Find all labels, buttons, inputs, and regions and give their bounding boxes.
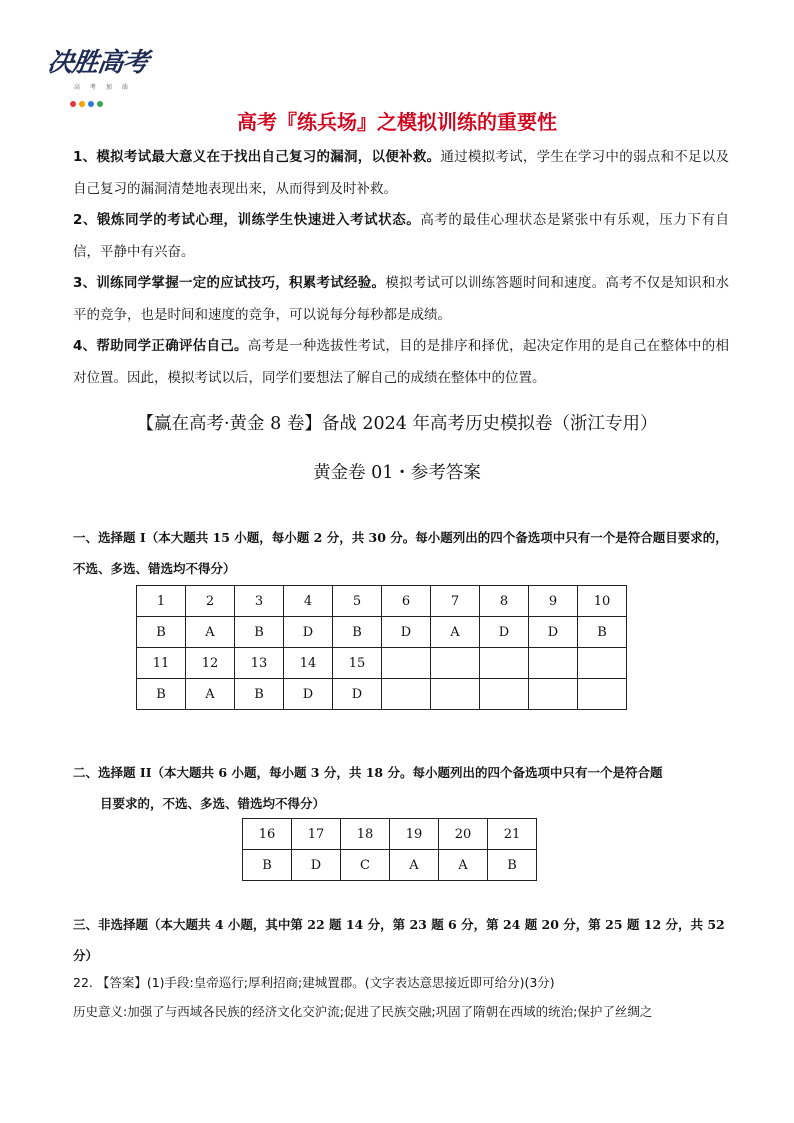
intro-item-4-bold: 4、帮助同学正确评估自己。: [73, 338, 248, 354]
section1-cell: 4: [284, 586, 333, 617]
intro-item-3-rest: 模拟考试可以训练答题时间和速度。高考不仅是知识和水平的竞争，也是时间和速度的竞争，可以说每分每秒都是成绩。: [73, 275, 729, 323]
section1-cell: [529, 679, 578, 710]
exam-title: 【赢在高考·黄金 8 卷】备战 2024 年高考历史模拟卷（浙江专用）: [136, 414, 658, 434]
section1-cell: B: [235, 617, 284, 648]
section2-cell: C: [341, 850, 390, 881]
section1-cell: 12: [186, 648, 235, 679]
intro-item-1-bold: 1、模拟考试最大意义在于找出自己复习的漏洞，以便补救。: [73, 149, 441, 165]
section1-row: [137, 617, 627, 648]
section2-heading: [73, 757, 729, 819]
section2-row: [243, 850, 537, 881]
intro-title: 高考『练兵场』之模拟训练的重要性: [237, 110, 557, 134]
intro-item-4: [73, 331, 729, 394]
section2-cell: 16: [243, 819, 292, 850]
section1-answer-table: [136, 585, 627, 710]
intro-item-3-bold: 3、训练同学掌握一定的应试技巧，积累考试经验。: [73, 275, 386, 291]
section1-cell: 10: [578, 586, 627, 617]
section1-cell: B: [578, 617, 627, 648]
section1-cell: 8: [480, 586, 529, 617]
intro-item-3: [73, 268, 729, 331]
logo-subtext: 高 考 加 油: [74, 84, 132, 91]
intro-item-2-rest: 高考的最佳心理状态是紧张中有乐观，压力下有自信，平静中有兴奋。: [73, 212, 729, 260]
section1-cell: 14: [284, 648, 333, 679]
logo-decoration-icon: [70, 92, 140, 100]
section3-heading: 三、非选择题（本大题共 4 小题，其中第 22 题 14 分，第 23 题 6 分，第 24 题 20 分，第 25 题 12 分，共 52 分）: [73, 917, 725, 963]
section2-cell: B: [488, 850, 537, 881]
section1-cell: [431, 648, 480, 679]
section2-cell: 19: [390, 819, 439, 850]
section2-cell: A: [390, 850, 439, 881]
section1-cell: D: [284, 679, 333, 710]
section1-cell: [578, 648, 627, 679]
answer-22-line1: 22. 【答案】(1)手段:皇帝巡行;厚利招商;建城置郡。(文字表达意思接近即可给分)(3分): [73, 975, 555, 990]
section1-cell: [480, 679, 529, 710]
section1-cell: 6: [382, 586, 431, 617]
section1-row: [137, 679, 627, 710]
logo-text: 决胜高考: [45, 48, 150, 78]
section1-cell: 13: [235, 648, 284, 679]
section1-heading: 一、选择题 I（本大题共 15 小题，每小题 2 分，共 30 分。每小题列出的四个备选项中只有一个是符合题目要求的，不选、多选、错选均不得分）: [73, 530, 728, 576]
section1-row: [137, 648, 627, 679]
section1-cell: [529, 648, 578, 679]
answer-22: [73, 968, 729, 1026]
section1-cell: 5: [333, 586, 382, 617]
section2-answer-table: [242, 818, 537, 881]
section1-cell: 15: [333, 648, 382, 679]
section1-cell: 1: [137, 586, 186, 617]
section1-cell: B: [235, 679, 284, 710]
intro-item-2: [73, 205, 729, 268]
section2-cell: 17: [292, 819, 341, 850]
section1-cell: 9: [529, 586, 578, 617]
section1-cell: A: [186, 617, 235, 648]
section2-heading-line2: 目要求的，不选、多选、错选均不得分）: [100, 796, 326, 811]
section1-cell: [480, 648, 529, 679]
intro-text: [73, 142, 729, 394]
intro-item-2-bold: 2、锻炼同学的考试心理，训练学生快速进入考试状态。: [73, 212, 421, 228]
intro-item-1-rest: 通过模拟考试，学生在学习中的弱点和不足以及自己复习的漏洞清楚地表现出来，从而得到及时补救。: [73, 149, 729, 197]
section2-cell: 20: [439, 819, 488, 850]
intro-item-4-rest: 高考是一种选拔性考试，目的是排序和择优，起决定作用的是自己在整体中的相对位置。因此，模拟考试以后，同学们要想法了解自己的成绩在整体中的位置。: [73, 338, 729, 386]
section1-cell: D: [284, 617, 333, 648]
section1-cell: 2: [186, 586, 235, 617]
section1-cell: [382, 679, 431, 710]
section2-cell: 21: [488, 819, 537, 850]
section1-cell: A: [431, 617, 480, 648]
section2-cell: A: [439, 850, 488, 881]
section1-cell: D: [529, 617, 578, 648]
section2-cell: B: [243, 850, 292, 881]
intro-item-1: [73, 142, 729, 205]
section2-cell: D: [292, 850, 341, 881]
section1-cell: A: [186, 679, 235, 710]
section1-row: [137, 586, 627, 617]
section1-cell: D: [382, 617, 431, 648]
section2-heading-line1: 二、选择题 II（本大题共 6 小题，每小题 3 分，共 18 分。每小题列出的四个备选项中只有一个是符合题: [73, 765, 663, 780]
exam-subtitle: 黄金卷 01・参考答案: [313, 463, 481, 483]
logo: [45, 38, 160, 108]
section2-cell: 18: [341, 819, 390, 850]
section1-cell: D: [333, 679, 382, 710]
section1-cell: [382, 648, 431, 679]
section1-cell: 3: [235, 586, 284, 617]
section1-cell: B: [333, 617, 382, 648]
section1-cell: [578, 679, 627, 710]
section1-cell: 7: [431, 586, 480, 617]
answer-22-line2: 历史意义:加强了与西域各民族的经济文化交沪流;促进了民族交融;巩固了隋朝在西域的统治;保护了丝绸之: [73, 1004, 653, 1019]
section1-cell: [431, 679, 480, 710]
section2-row: [243, 819, 537, 850]
section1-cell: B: [137, 679, 186, 710]
section1-cell: D: [480, 617, 529, 648]
section1-cell: 11: [137, 648, 186, 679]
section1-cell: B: [137, 617, 186, 648]
